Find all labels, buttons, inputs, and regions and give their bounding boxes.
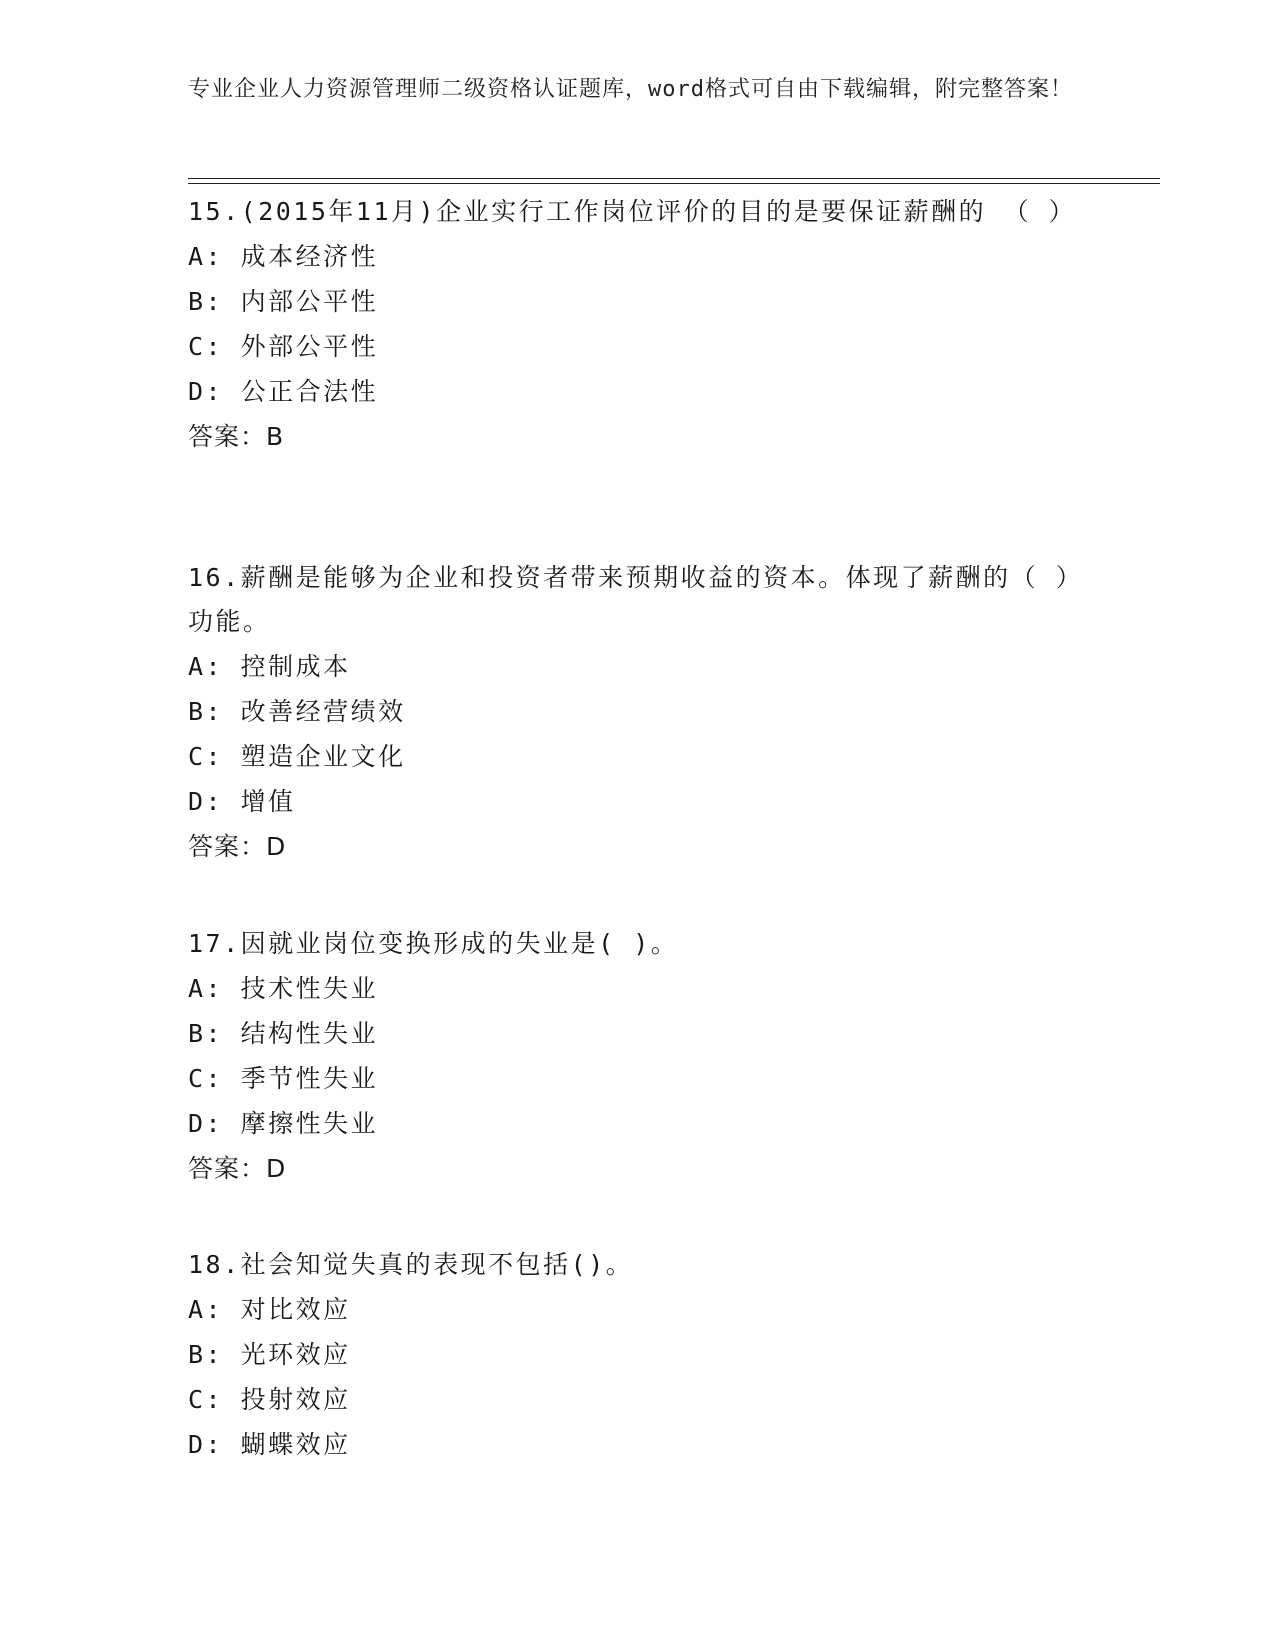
- question-stem: 16.薪酬是能够为企业和投资者带来预期收益的资本。体现了薪酬的（ ）功能。: [188, 563, 1084, 636]
- question-stem: 17.因就业岗位变换形成的失业是( )。: [188, 929, 679, 958]
- option-b: B: 光环效应: [188, 1340, 351, 1369]
- option-a: A: 技术性失业: [188, 974, 379, 1003]
- question-stem: 18.社会知觉失真的表现不包括()。: [188, 1250, 634, 1279]
- question-16: [188, 556, 1088, 869]
- option-b: B: 改善经营绩效: [188, 697, 406, 726]
- option-c: C: 投射效应: [188, 1385, 351, 1414]
- option-c: C: 外部公平性: [188, 332, 379, 361]
- answer: 答案：D: [188, 1154, 287, 1183]
- option-d: D: 摩擦性失业: [188, 1109, 379, 1138]
- option-c: C: 季节性失业: [188, 1064, 379, 1093]
- option-b: B: 结构性失业: [188, 1019, 379, 1048]
- option-d: D: 蝴蝶效应: [188, 1430, 351, 1459]
- header-rule-bottom: [188, 183, 1160, 184]
- answer: 答案：D: [188, 832, 287, 861]
- option-b: B: 内部公平性: [188, 287, 379, 316]
- header-rule-top: [188, 178, 1160, 179]
- document-header: 专业企业人力资源管理师二级资格认证题库，word格式可自由下载编辑，附完整答案！: [188, 77, 1073, 102]
- answer: 答案：B: [188, 422, 285, 451]
- option-a: A: 控制成本: [188, 652, 351, 681]
- question-15: [188, 190, 1088, 459]
- question-stem: 15.(2015年11月)企业实行工作岗位评价的目的是要保证薪酬的 （ ）: [188, 197, 1077, 226]
- option-c: C: 塑造企业文化: [188, 742, 406, 771]
- option-a: A: 成本经济性: [188, 242, 379, 271]
- option-d: D: 增值: [188, 787, 296, 816]
- option-d: D: 公正合法性: [188, 377, 379, 406]
- question-17: [188, 922, 1088, 1191]
- option-a: A: 对比效应: [188, 1295, 351, 1324]
- question-18: [188, 1243, 1088, 1467]
